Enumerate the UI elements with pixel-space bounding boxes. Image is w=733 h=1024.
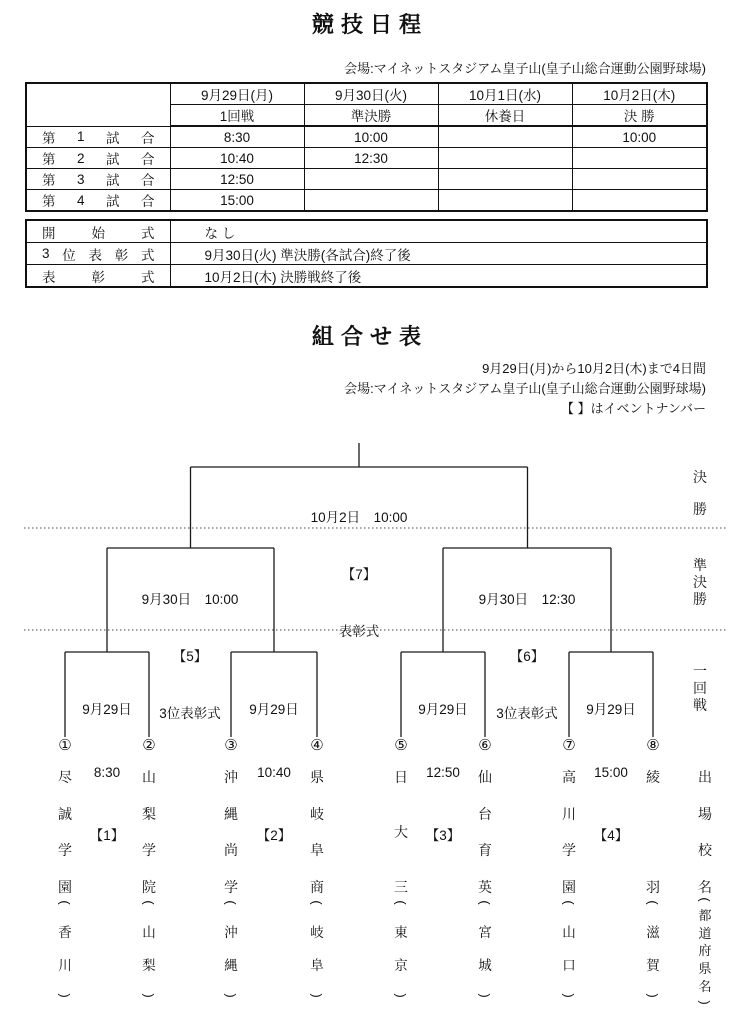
schedule-corner-cell <box>26 83 170 126</box>
semifinal-event-number: 【6】 <box>509 649 545 664</box>
semifinal-note: 3位表彰式 <box>159 706 221 721</box>
close-paren: ) <box>223 993 239 998</box>
table-row <box>26 220 707 243</box>
prefecture-8: ( 滋 賀 ) <box>645 900 661 998</box>
prefecture-3: ( 沖 縄 ) <box>223 900 239 998</box>
final-round-label: 決 勝 <box>693 469 707 517</box>
school-column-header: 出 場 校 名 <box>698 769 712 895</box>
game-label: 第 1 試 合 <box>26 126 170 148</box>
game-time <box>438 126 572 148</box>
match-event-number: 【4】 <box>593 828 629 843</box>
seed-number-7: ⑦ <box>562 737 576 754</box>
seed-number-1: ① <box>58 737 72 754</box>
school-name-4: 県 岐 阜 商 <box>310 769 324 895</box>
table-row <box>26 190 707 212</box>
open-paren: ( <box>223 900 239 905</box>
game-label: 第 4 試 合 <box>26 190 170 212</box>
open-paren: ( <box>477 900 493 905</box>
game-time <box>438 190 572 212</box>
game-time <box>438 148 572 169</box>
bracket-title: 組合せ表 <box>311 324 429 349</box>
seed-number-3: ③ <box>224 737 238 754</box>
close-paren: ) <box>477 993 493 998</box>
game-time: 10:40 <box>170 148 304 169</box>
table-row <box>26 243 707 265</box>
prefecture-6: ( 宮 城 ) <box>477 900 493 998</box>
game-time: 10:00 <box>304 126 438 148</box>
ceremony-label: 3 位 表 彰 式 <box>26 243 170 265</box>
date-header-1: 9月29日(月) <box>170 83 304 105</box>
ceremony-value: な し <box>170 220 707 243</box>
game-label: 第 3 試 合 <box>26 169 170 190</box>
match-date: 9月29日 <box>82 702 132 717</box>
match-time: 15:00 <box>594 765 628 780</box>
match-event-number: 【3】 <box>425 828 461 843</box>
round-header-2: 準決勝 <box>304 105 438 127</box>
open-paren: ( <box>393 900 409 905</box>
school-name-8: 綾 羽 <box>646 769 660 895</box>
seed-number-6: ⑥ <box>478 737 492 754</box>
semifinal-note: 3位表彰式 <box>496 706 558 721</box>
game-time <box>572 148 707 169</box>
ceremony-value: 9月30日(火) 準決勝(各試合)終了後 <box>170 243 707 265</box>
ceremony-table <box>25 219 708 288</box>
round-header-3: 休養日 <box>438 105 572 127</box>
school-name-5: 日 大 三 <box>394 769 408 895</box>
school-name-1: 尽 誠 学 園 <box>58 769 72 895</box>
game-time <box>572 190 707 212</box>
close-paren: ) <box>309 993 325 998</box>
date-header-2: 9月30日(火) <box>304 83 438 105</box>
prefecture-2: ( 山 梨 ) <box>141 900 157 998</box>
semifinal-datetime: 9月30日 10:00 <box>141 592 239 607</box>
semifinal-event-number: 【5】 <box>172 649 208 664</box>
open-paren: ( <box>645 900 661 905</box>
bracket-event-number-note: 【 】はイベントナンバー <box>560 401 706 416</box>
final-note: 表彰式 <box>338 624 380 639</box>
prefecture-7: ( 山 口 ) <box>561 900 577 998</box>
open-paren: ( <box>309 900 325 905</box>
match-date: 9月29日 <box>418 702 468 717</box>
close-paren: ) <box>141 993 157 998</box>
table-row <box>26 148 707 169</box>
game-time: 12:30 <box>304 148 438 169</box>
schedule-title: 競技日程 <box>311 12 429 37</box>
semifinal-datetime: 9月30日 12:30 <box>478 592 576 607</box>
match-time: 10:40 <box>257 765 291 780</box>
match-time: 12:50 <box>426 765 460 780</box>
close-paren: ) <box>645 993 661 998</box>
school-name-6: 仙 台 育 英 <box>478 769 492 895</box>
prefecture-5: ( 東 京 ) <box>393 900 409 998</box>
game-time <box>304 169 438 190</box>
ceremony-label: 開 始 式 <box>26 220 170 243</box>
prefecture-1: ( 香 川 ) <box>57 900 73 998</box>
match-date: 9月29日 <box>249 702 299 717</box>
bracket-duration-note: 9月29日(月)から10月2日(木)まで4日間 <box>482 361 706 376</box>
table-row <box>26 169 707 190</box>
close-paren: ) <box>393 993 409 998</box>
game-time <box>438 169 572 190</box>
ceremony-value: 10月2日(木) 決勝戦終了後 <box>170 265 707 288</box>
open-paren: ( <box>141 900 157 905</box>
open-paren: ( <box>57 900 73 905</box>
table-row <box>26 265 707 288</box>
match-event-number: 【2】 <box>256 828 292 843</box>
final-event-number: 【7】 <box>341 567 377 582</box>
round-header-1: 1回戦 <box>170 105 304 127</box>
school-name-2: 山 梨 学 院 <box>142 769 156 895</box>
schedule-date-row <box>26 83 707 105</box>
game-label: 第 2 試 合 <box>26 148 170 169</box>
date-header-4: 10月2日(木) <box>572 83 707 105</box>
match-date: 9月29日 <box>586 702 636 717</box>
schedule-table <box>25 82 708 212</box>
match-time: 8:30 <box>93 765 121 780</box>
game-time: 12:50 <box>170 169 304 190</box>
seed-number-2: ② <box>142 737 156 754</box>
match-event-number: 【1】 <box>89 828 125 843</box>
school-name-3: 沖 縄 尚 学 <box>224 769 238 895</box>
school-name-7: 高 川 学 園 <box>562 769 576 895</box>
open-paren: ( <box>697 897 713 902</box>
prefecture-column-header: ( 都 道 府 県 名 ) <box>697 897 713 1005</box>
open-paren: ( <box>561 900 577 905</box>
game-time <box>572 169 707 190</box>
date-header-3: 10月1日(水) <box>438 83 572 105</box>
game-time: 8:30 <box>170 126 304 148</box>
seed-number-5: ⑤ <box>394 737 408 754</box>
bracket-venue-note: 会場:マイネットスタジアム皇子山(皇子山総合運動公園野球場) <box>344 381 706 396</box>
ceremony-label: 表 彰 式 <box>26 265 170 288</box>
round-header-4: 決 勝 <box>572 105 707 127</box>
close-paren: ) <box>57 993 73 998</box>
seed-number-8: ⑧ <box>646 737 660 754</box>
prefecture-4: ( 岐 阜 ) <box>309 900 325 998</box>
final-datetime: 10月2日 10:00 <box>310 510 408 525</box>
close-paren: ) <box>697 1000 713 1005</box>
table-row <box>26 126 707 148</box>
game-time: 10:00 <box>572 126 707 148</box>
game-time <box>304 190 438 212</box>
close-paren: ) <box>561 993 577 998</box>
game-time: 15:00 <box>170 190 304 212</box>
first-round-label: 一 回 戦 <box>693 663 707 713</box>
semifinal-round-label: 準 決 勝 <box>693 557 707 607</box>
schedule-venue-note: 会場:マイネットスタジアム皇子山(皇子山総合運動公園野球場) <box>344 61 706 76</box>
seed-number-4: ④ <box>310 737 324 754</box>
